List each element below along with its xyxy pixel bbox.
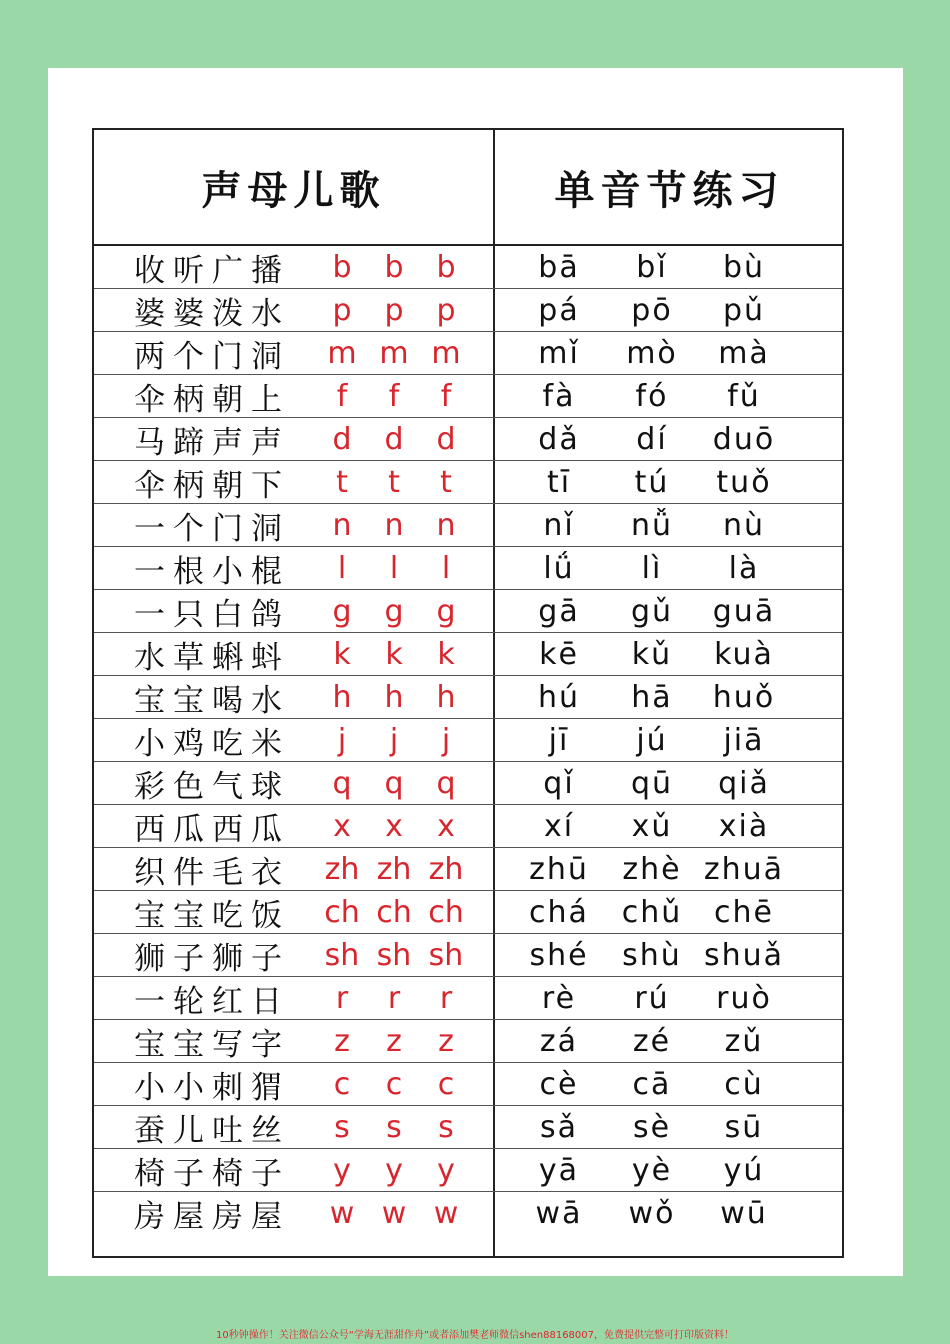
initial-letter: r [387, 981, 401, 1016]
practice-syllable: wū [720, 1196, 768, 1231]
rhyme-text: 宝宝喝水 [134, 683, 290, 719]
rhyme-text: 织件毛衣 [134, 855, 290, 891]
practice-syllable: zá [539, 1024, 579, 1059]
table-row [94, 719, 842, 762]
practice-syllable: tī [546, 465, 572, 500]
initial-letter: y [385, 1153, 403, 1188]
practice-syllable: lǘ [543, 551, 575, 586]
initial-letter: x [333, 809, 351, 844]
practice-syllable: bǐ [636, 250, 668, 285]
rhyme-text: 两个门洞 [134, 339, 290, 375]
initial-letter: z [438, 1024, 454, 1059]
rhyme-text: 椅子椅子 [134, 1156, 290, 1192]
table-header [94, 130, 842, 246]
practice-syllable: dí [636, 422, 668, 457]
initial-letter: d [384, 422, 404, 457]
rhyme-text: 小小刺猬 [134, 1070, 290, 1106]
header-syllable-practice: 单音节练习 [554, 166, 785, 214]
initial-letter: zh [376, 852, 412, 887]
rhyme-text: 伞柄朝上 [134, 382, 290, 418]
initial-letter: n [436, 508, 456, 543]
table-row [94, 1192, 842, 1235]
table-row [94, 1149, 842, 1192]
rhyme-text: 宝宝写字 [134, 1027, 290, 1063]
practice-syllable: pō [631, 293, 673, 328]
initial-letter: h [384, 680, 404, 715]
practice-syllable: guā [712, 594, 776, 629]
practice-syllable: wā [535, 1196, 583, 1231]
initial-letter: ch [324, 895, 360, 930]
practice-syllable: zhuā [703, 852, 785, 887]
practice-syllable: zhè [622, 852, 682, 887]
practice-syllable: xí [543, 809, 575, 844]
practice-syllable: chá [529, 895, 589, 930]
practice-syllable: là [728, 551, 760, 586]
initial-letter: p [332, 293, 352, 328]
practice-syllable: gā [538, 594, 580, 629]
practice-syllable: shù [622, 938, 682, 973]
initial-letter: j [441, 723, 451, 758]
initial-letter: ch [376, 895, 412, 930]
initial-letter: m [327, 336, 357, 371]
initial-letter: sh [324, 938, 360, 973]
practice-syllable: bù [722, 250, 766, 285]
practice-syllable: rè [541, 981, 577, 1016]
initial-letter: x [385, 809, 403, 844]
practice-syllable: tú [634, 465, 670, 500]
table-row [94, 332, 842, 375]
table-row [94, 289, 842, 332]
initial-letter: t [388, 465, 400, 500]
initial-letter: q [384, 766, 404, 801]
rhyme-text: 一轮红日 [134, 984, 290, 1020]
practice-syllable: wǒ [628, 1196, 676, 1231]
initial-letter: zh [428, 852, 464, 887]
table-row [94, 1020, 842, 1063]
table-row [94, 805, 842, 848]
initial-letter: z [386, 1024, 402, 1059]
practice-syllable: cā [632, 1067, 672, 1102]
practice-syllable: sǎ [539, 1110, 578, 1145]
initial-letter: sh [376, 938, 412, 973]
practice-syllable: qiǎ [718, 766, 770, 801]
initial-letter: h [332, 680, 352, 715]
header-initial-rhymes: 声母儿歌 [201, 166, 386, 214]
table-row [94, 934, 842, 977]
practice-syllable: sè [632, 1110, 672, 1145]
rhyme-text: 收听广播 [134, 253, 290, 289]
initial-letter: q [436, 766, 456, 801]
initial-letter: p [436, 293, 456, 328]
practice-syllable: jī [548, 723, 570, 758]
practice-syllable: huǒ [712, 680, 776, 715]
practice-syllable: xià [718, 809, 770, 844]
table-row [94, 375, 842, 418]
rhyme-text: 蚕儿吐丝 [134, 1113, 290, 1149]
initial-letter: sh [428, 938, 464, 973]
practice-syllable: dǎ [538, 422, 580, 457]
initial-letter: w [433, 1196, 459, 1231]
practice-syllable: shuǎ [703, 938, 785, 973]
practice-syllable: kē [539, 637, 579, 672]
practice-syllable: jú [636, 723, 668, 758]
practice-syllable: kǔ [631, 637, 673, 672]
initial-letter: f [440, 379, 452, 414]
practice-syllable: mà [718, 336, 770, 371]
initial-letter: l [389, 551, 399, 586]
table-row [94, 1106, 842, 1149]
initial-letter: k [385, 637, 403, 672]
initial-letter: b [384, 250, 404, 285]
practice-syllable: ruò [716, 981, 772, 1016]
initial-letter: y [333, 1153, 351, 1188]
practice-syllable: zhū [529, 852, 589, 887]
initial-letter: ch [428, 895, 464, 930]
table-row [94, 848, 842, 891]
initial-letter: l [441, 551, 451, 586]
table-row [94, 676, 842, 719]
initial-letter: f [336, 379, 348, 414]
initial-letter: d [332, 422, 352, 457]
initial-letter: s [386, 1110, 402, 1145]
practice-syllable: jiā [723, 723, 765, 758]
initial-letter: j [337, 723, 347, 758]
table-row [94, 1063, 842, 1106]
table-row [94, 418, 842, 461]
practice-syllable: pǔ [722, 293, 766, 328]
initial-letter: r [439, 981, 453, 1016]
initial-letter: x [437, 809, 455, 844]
rhyme-text: 彩色气球 [134, 769, 290, 805]
initial-letter: y [437, 1153, 455, 1188]
initial-letter: t [336, 465, 348, 500]
practice-syllable: lì [641, 551, 663, 586]
practice-syllable: qǐ [543, 766, 575, 801]
practice-syllable: qū [630, 766, 674, 801]
initial-letter: l [337, 551, 347, 586]
pinyin-table [92, 128, 844, 1258]
table-row [94, 590, 842, 633]
initial-letter: k [437, 637, 455, 672]
practice-syllable: nù [722, 508, 766, 543]
initial-letter: h [436, 680, 456, 715]
rhyme-text: 一只白鸽 [134, 597, 290, 633]
practice-syllable: rú [634, 981, 670, 1016]
practice-syllable: sū [724, 1110, 764, 1145]
table-body [94, 246, 842, 1235]
initial-letter: n [384, 508, 404, 543]
initial-letter: c [437, 1067, 455, 1102]
initial-letter: m [379, 336, 409, 371]
table-row [94, 547, 842, 590]
table-row [94, 633, 842, 676]
initial-letter: f [388, 379, 400, 414]
initial-letter: t [440, 465, 452, 500]
initial-letter: d [436, 422, 456, 457]
practice-syllable: duō [712, 422, 776, 457]
rhyme-text: 宝宝吃饭 [134, 898, 290, 934]
rhyme-text: 婆婆泼水 [134, 296, 290, 332]
table-row [94, 246, 842, 289]
practice-syllable: hú [537, 680, 581, 715]
practice-syllable: nǚ [630, 508, 674, 543]
initial-letter: b [436, 250, 456, 285]
initial-letter: g [436, 594, 456, 629]
table-row [94, 891, 842, 934]
rhyme-text: 马蹄声声 [134, 425, 290, 461]
rhyme-text: 一根小棍 [134, 554, 290, 590]
practice-syllable: gǔ [630, 594, 674, 629]
practice-syllable: yā [538, 1153, 580, 1188]
initial-letter: b [332, 250, 352, 285]
practice-syllable: fà [542, 379, 576, 414]
initial-letter: m [431, 336, 461, 371]
rhyme-text: 水草蝌蚪 [134, 640, 290, 676]
practice-syllable: bā [538, 250, 580, 285]
rhyme-text: 小鸡吃米 [134, 726, 290, 762]
practice-syllable: yú [723, 1153, 765, 1188]
practice-syllable: tuǒ [716, 465, 772, 500]
rhyme-text: 狮子狮子 [134, 941, 290, 977]
practice-syllable: chē [714, 895, 774, 930]
rhyme-text: 房屋房屋 [134, 1199, 290, 1235]
initial-letter: s [334, 1110, 350, 1145]
practice-syllable: shé [529, 938, 589, 973]
initial-letter: g [384, 594, 404, 629]
initial-letter: c [385, 1067, 403, 1102]
practice-syllable: mò [626, 336, 678, 371]
initial-letter: p [384, 293, 404, 328]
initial-letter: k [333, 637, 351, 672]
initial-letter: n [332, 508, 352, 543]
initial-letter: w [381, 1196, 407, 1231]
initial-letter: s [438, 1110, 454, 1145]
initial-letter: j [389, 723, 399, 758]
practice-syllable: chǔ [621, 895, 683, 930]
initial-letter: z [334, 1024, 350, 1059]
rhyme-text: 伞柄朝下 [134, 468, 290, 504]
initial-letter: w [329, 1196, 355, 1231]
initial-letter: c [333, 1067, 351, 1102]
footer-note: 10秒钟操作！关注微信公众号“学海无涯甜作舟”或者添加樊老师微信shen88168007，免费提供完整可打印版资料！ [215, 1330, 735, 1341]
rhyme-text: 西瓜西瓜 [134, 812, 290, 848]
practice-syllable: nǐ [543, 508, 575, 543]
practice-syllable: fó [635, 379, 669, 414]
practice-syllable: xǔ [631, 809, 673, 844]
practice-syllable: kuà [714, 637, 774, 672]
initial-letter: r [335, 981, 349, 1016]
practice-syllable: zé [632, 1024, 672, 1059]
table-row [94, 762, 842, 805]
table-row [94, 977, 842, 1020]
rhyme-text: 一个门洞 [134, 511, 290, 547]
practice-syllable: cè [539, 1067, 579, 1102]
practice-syllable: fǔ [727, 379, 761, 414]
table-row [94, 504, 842, 547]
table-row [94, 461, 842, 504]
practice-syllable: yè [631, 1153, 673, 1188]
practice-syllable: pá [538, 293, 580, 328]
initial-letter: zh [324, 852, 360, 887]
practice-syllable: hā [631, 680, 673, 715]
practice-syllable: cù [724, 1067, 764, 1102]
initial-letter: g [332, 594, 352, 629]
initial-letter: q [332, 766, 352, 801]
practice-syllable: zǔ [724, 1024, 764, 1059]
practice-syllable: mǐ [538, 336, 580, 371]
